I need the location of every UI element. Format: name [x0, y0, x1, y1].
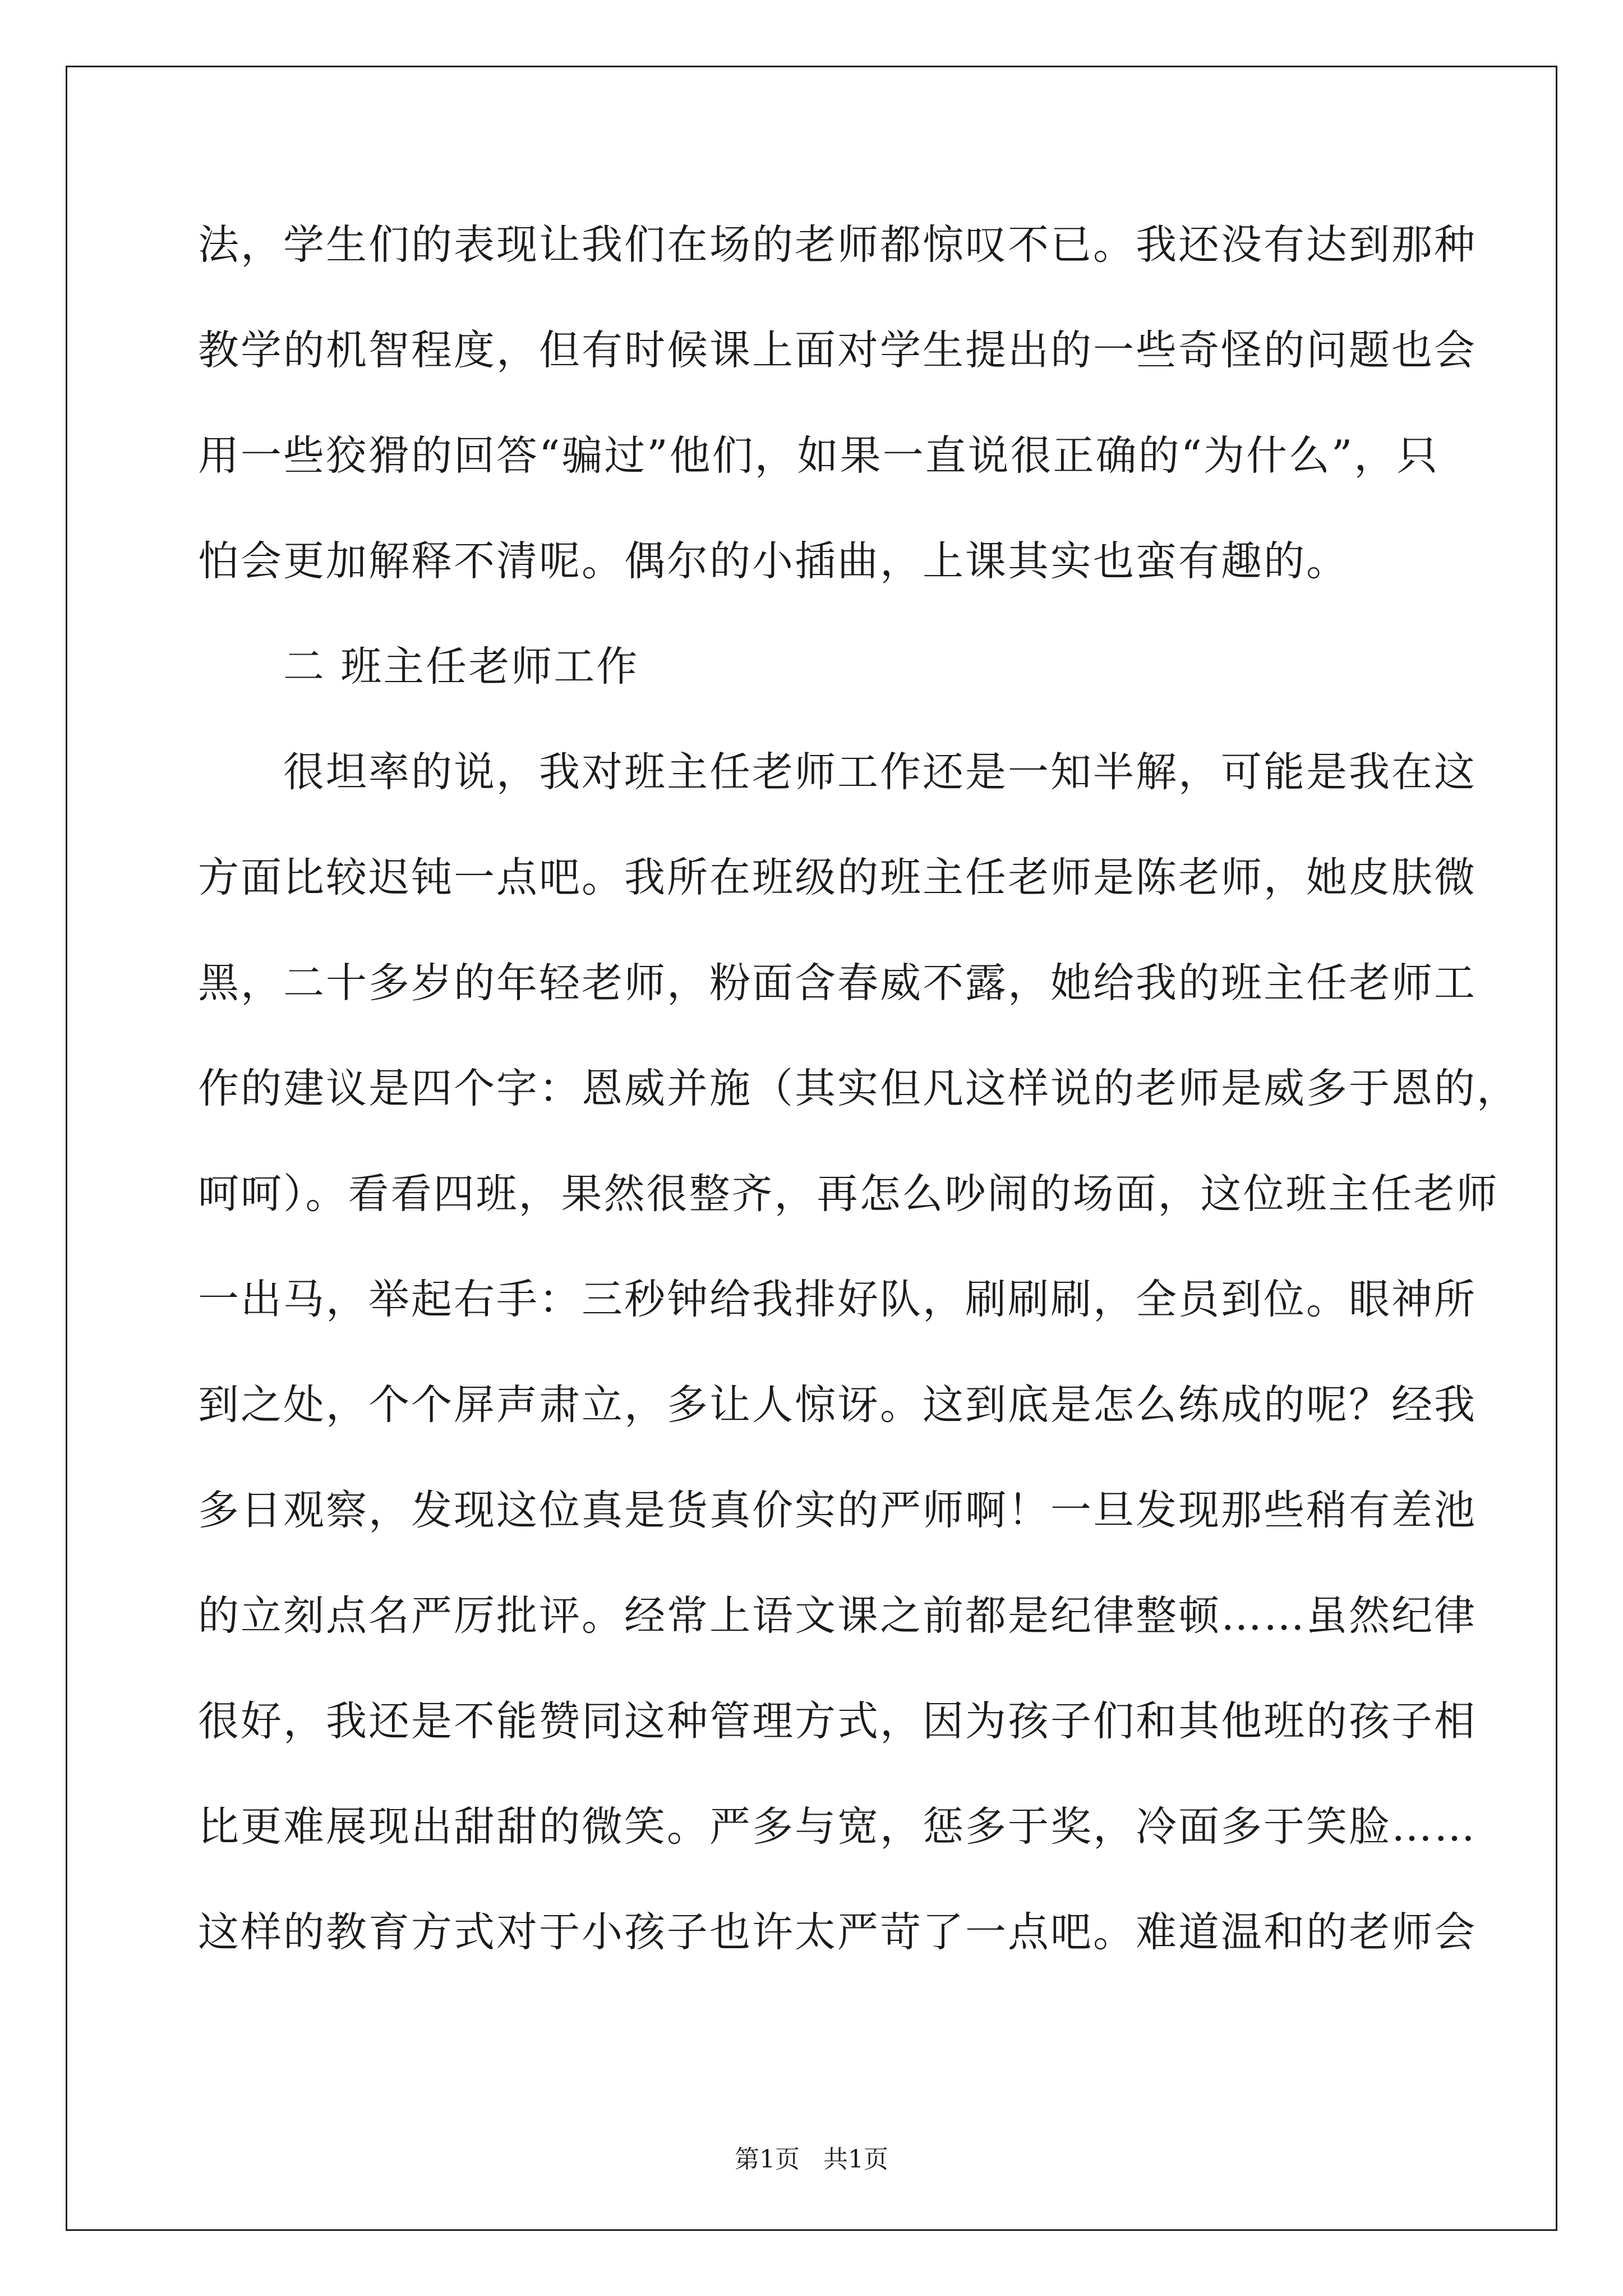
- text-line: 很好，我还是不能赞同这种管理方式，因为孩子们和其他班的孩子相: [198, 1697, 1477, 1745]
- text-line: 黑，二十多岁的年轻老师，粉面含春威不露，她给我的班主任老师工: [198, 959, 1477, 1007]
- text-line: 这样的教育方式对于小孩子也许太严苛了一点吧。难道温和的老师会: [198, 1908, 1477, 1956]
- text-line: 一出马，举起右手：三秒钟给我排好队，刷刷刷，全员到位。眼神所: [198, 1276, 1477, 1323]
- document-body: [198, 217, 1519, 2010]
- text-line: 的立刻点名严厉批评。经常上语文课之前都是纪律整顿……虽然纪律: [198, 1592, 1477, 1640]
- text-line: 用一些狡猾的回答“骗过”他们，如果一直说很正确的“为什么”，只: [198, 432, 1440, 480]
- text-line: 方面比较迟钝一点吧。我所在班级的班主任老师是陈老师，她皮肤微: [198, 854, 1477, 901]
- text-line: 怕会更加解释不清呢。偶尔的小插曲，上课其实也蛮有趣的。: [198, 537, 1349, 585]
- text-line: 多日观察，发现这位真是货真价实的严师啊！一旦发现那些稍有差池: [198, 1487, 1477, 1534]
- text-line: 作的建议是四个字：恩威并施（其实但凡这样说的老师是威多于恩的，: [198, 1065, 1519, 1112]
- text-line: 呵呵）。看看四班，果然很整齐，再怎么吵闹的场面，这位班主任老师: [198, 1170, 1499, 1218]
- text-line: 法，学生们的表现让我们在场的老师都惊叹不已。我还没有达到那种: [198, 221, 1477, 269]
- page-number-footer: 第1页 共1页: [735, 2145, 888, 2174]
- text-line: 教学的机智程度，但有时候课上面对学生提出的一些奇怪的问题也会: [198, 326, 1477, 374]
- text-line: 很坦率的说，我对班主任老师工作还是一知半解，可能是我在这: [283, 748, 1477, 796]
- text-line: 二 班主任老师工作: [283, 643, 639, 691]
- text-line: 到之处，个个屏声肃立，多让人惊讶。这到底是怎么练成的呢？经我: [198, 1381, 1477, 1429]
- text-line: 比更难展现出甜甜的微笑。严多与宽，惩多于奖，冷面多于笑脸……: [198, 1803, 1477, 1851]
